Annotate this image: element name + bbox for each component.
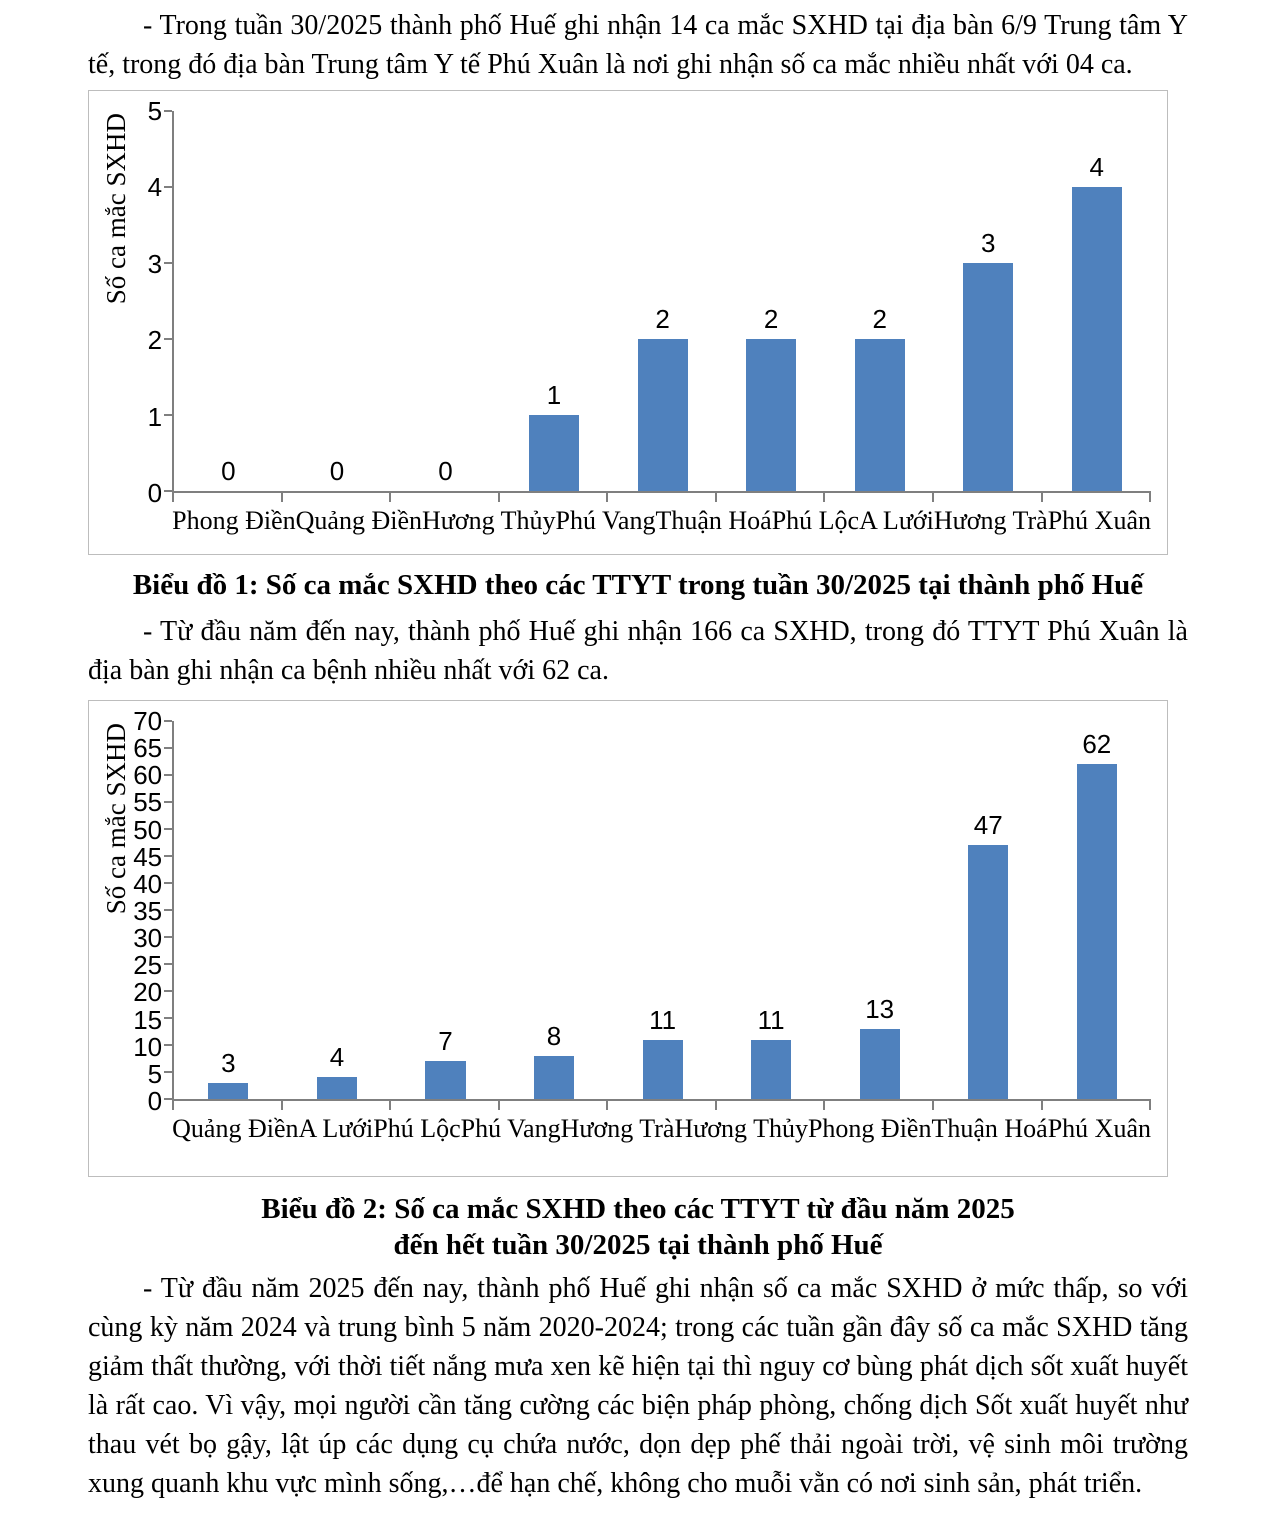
- chart-1-plot-area: [172, 111, 1151, 493]
- bar: [1077, 764, 1117, 1099]
- bar: [317, 1077, 357, 1099]
- bar-column: [283, 721, 392, 1099]
- category-label: Phú Vang: [555, 506, 656, 535]
- y-axis-tick-label: 65: [133, 733, 163, 764]
- bar-column: [934, 721, 1043, 1099]
- y-axis-tick-mark: [164, 882, 172, 884]
- bar-value-label: 3: [221, 1047, 236, 1078]
- y-axis-tick-mark: [164, 990, 172, 992]
- bar-column: [825, 111, 934, 491]
- chart-2-category-labels: [172, 1114, 1151, 1144]
- x-axis-tick: [174, 493, 283, 502]
- bar-value-label: 4: [1089, 152, 1104, 182]
- bar: [855, 339, 905, 491]
- y-axis-tick-label: 1: [147, 401, 163, 432]
- category-label: Phú Lộc: [373, 1114, 461, 1143]
- y-axis-tick-label: 55: [133, 787, 163, 818]
- bar-value-label: 8: [546, 1020, 562, 1051]
- category-label: Phong Điền: [172, 506, 296, 535]
- bar-value-label: 11: [757, 1004, 785, 1035]
- y-axis-tick-label: 50: [133, 814, 163, 845]
- category-label: Phú Xuân: [1047, 1114, 1151, 1143]
- y-axis-tick-mark: [164, 1044, 172, 1046]
- chart-2: [89, 701, 1167, 1144]
- x-axis-tick: [500, 493, 609, 502]
- category-label: Thuận Hoá: [655, 506, 772, 535]
- bar: [1072, 187, 1122, 491]
- chart-2-y-axis-title-column: [97, 721, 131, 1144]
- x-axis-tick: [391, 493, 500, 502]
- bar: [638, 339, 688, 491]
- bar-value-label: 3: [980, 228, 996, 258]
- bar-value-label: 47: [973, 810, 1003, 841]
- y-axis-tick-label: 3: [147, 248, 163, 279]
- bar-column: [717, 111, 826, 491]
- bar-value-label: 13: [865, 993, 895, 1024]
- x-axis-tick: [934, 493, 1043, 502]
- chart-2-x-axis-ticks: [172, 1101, 1151, 1110]
- bar-column: [391, 721, 500, 1099]
- bar-column: [1043, 721, 1152, 1099]
- bar-value-label: 4: [329, 1042, 345, 1073]
- x-axis-tick: [500, 1101, 609, 1110]
- category-label: Thuận Hoá: [931, 1114, 1048, 1143]
- chart-1-y-axis-title-column: [97, 111, 131, 536]
- chart-2-frame: [88, 700, 1168, 1177]
- bar-column: [717, 721, 826, 1099]
- y-axis-tick-label: 20: [133, 977, 163, 1008]
- category-label: Hương Trà: [560, 1114, 675, 1143]
- x-axis-tick: [825, 493, 934, 502]
- x-axis-tick: [174, 1101, 283, 1110]
- category-label: Hương Trà: [933, 506, 1048, 535]
- y-axis-tick-label: 15: [133, 1004, 163, 1035]
- chart-1: [89, 91, 1167, 536]
- chart-1-category-labels: [172, 506, 1151, 536]
- y-axis-tick-label: 35: [133, 896, 163, 926]
- x-axis-tick: [283, 1101, 392, 1110]
- bar-column: [174, 111, 283, 491]
- bar-column: [934, 111, 1043, 491]
- bar: [425, 1061, 465, 1099]
- chart-1-caption: Biểu đồ 1: Số ca mắc SXHD theo các TTYT trong tuần 30/2025 tại thành phố Huế: [132, 569, 1144, 601]
- x-axis-tick: [717, 493, 826, 502]
- bar: [746, 339, 796, 491]
- y-axis-tick-label: 5: [147, 1058, 163, 1089]
- bar-value-label: 2: [655, 304, 670, 334]
- paragraph-week-summary: - Trong tuần 30/2025 thành phố Huế ghi nhận 14 ca mắc SXHD tại địa bàn 6/9 Trung tâm Y tế, trong đó địa bàn Trung tâm Y tế Phú Xuân là nơi ghi nhận số ca mắc nhiều nhất với 04 ca.: [88, 10, 1188, 80]
- chart-2-y-axis-title: Số ca mắc SXHD: [101, 723, 131, 915]
- bar: [963, 263, 1013, 491]
- chart-2-plot-area: [172, 721, 1151, 1101]
- bar-column: [825, 721, 934, 1099]
- y-axis-tick-label: 5: [147, 96, 163, 126]
- y-axis-tick-label: 70: [133, 706, 163, 736]
- y-axis-tick-mark: [164, 1098, 172, 1100]
- category-label: Phú Xuân: [1047, 506, 1151, 535]
- x-axis-tick: [608, 493, 717, 502]
- y-axis-tick-mark: [164, 936, 172, 938]
- category-label: Hương Thủy: [674, 1114, 808, 1143]
- y-axis-tick-mark: [164, 186, 172, 188]
- y-axis-tick-mark: [164, 774, 172, 776]
- bar-column: [1043, 111, 1152, 491]
- bar: [860, 1029, 900, 1099]
- y-axis-tick-mark: [164, 262, 172, 264]
- y-axis-tick-label: 10: [133, 1031, 163, 1062]
- y-axis-tick-mark: [164, 720, 172, 722]
- y-axis-tick-mark: [164, 338, 172, 340]
- x-axis-tick: [1043, 1101, 1152, 1110]
- bar-value-label: 2: [872, 304, 887, 334]
- y-axis-tick-mark: [164, 414, 172, 416]
- chart-1-y-axis-title: Số ca mắc SXHD: [101, 113, 131, 305]
- bar-column: [174, 721, 283, 1099]
- x-axis-tick: [717, 1101, 826, 1110]
- chart-1-frame: [88, 90, 1168, 555]
- x-axis-tick: [391, 1101, 500, 1110]
- bar-value-label: 1: [546, 380, 562, 410]
- bar-column: [608, 721, 717, 1099]
- y-axis-tick-mark: [164, 909, 172, 911]
- bar: [751, 1040, 791, 1099]
- y-axis-tick-mark: [164, 490, 172, 492]
- y-axis-tick-mark: [164, 855, 172, 857]
- bar-column: [608, 111, 717, 491]
- x-axis-tick: [934, 1101, 1043, 1110]
- y-axis-tick-mark: [164, 1071, 172, 1073]
- category-label: Quảng Điền: [295, 506, 422, 535]
- chart-2-plot-column: [172, 721, 1151, 1144]
- category-label: Hương Thủy: [421, 506, 556, 535]
- bar-value-label: 0: [221, 456, 236, 486]
- bar: [643, 1040, 683, 1099]
- chart-2-caption-line-1: Biểu đồ 2: Số ca mắc SXHD theo các TTYT từ đầu năm 2025: [261, 1193, 1015, 1225]
- y-axis-tick-mark: [164, 963, 172, 965]
- category-label: Phú Vang: [460, 1114, 561, 1143]
- y-axis-tick-mark: [164, 801, 172, 803]
- y-axis-tick-label: 30: [133, 923, 163, 954]
- x-axis-tick: [825, 1101, 934, 1110]
- y-axis-tick-label: 45: [133, 841, 163, 872]
- y-axis-tick-mark: [164, 747, 172, 749]
- x-axis-tick: [608, 1101, 717, 1110]
- bar-value-label: 11: [649, 1004, 677, 1035]
- bar-value-label: 0: [438, 456, 453, 486]
- chart-2-caption-line-2: đến hết tuần 30/2025 tại thành phố Huế: [393, 1229, 883, 1261]
- y-axis-tick-label: 0: [147, 478, 163, 508]
- category-label: Phong Điền: [807, 1114, 932, 1143]
- y-axis-tick-mark: [164, 828, 172, 830]
- bar-value-label: 2: [763, 304, 779, 334]
- chart-1-y-axis-tick-labels: [131, 96, 173, 508]
- bar-column: [500, 721, 609, 1099]
- bar-value-label: 62: [1082, 729, 1112, 760]
- y-axis-tick-label: 2: [147, 325, 163, 356]
- chart-1-x-axis-ticks: [172, 493, 1151, 502]
- bar: [534, 1056, 574, 1099]
- paragraph-risk-advice: - Từ đầu năm 2025 đến nay, thành phố Huế ghi nhận số ca mắc SXHD ở mức thấp, so với cùng kỳ năm 2024 và trung bình 5 năm 2020-2024; trong các tuần gần đây số ca mắc SXHD tăng giảm thất thường, với thời tiết nắng mưa xen kẽ hiện tại thì nguy cơ bùng phát dịch sốt xuất huyết là rất cao. Vì vậy, mọi người cần tăng cường các biện pháp phòng, chống dịch Sốt xuất huyết như thau vét bọ gậy, lật úp các dụng cụ chứa nước, dọn dẹp phế thải ngoài trời, vệ sinh môi trường xung quanh khu vực mình sống,…để hạn chế, không cho muỗi vằn có nơi sinh sản, phát triển.: [88, 1273, 1188, 1499]
- y-axis-tick-label: 25: [133, 950, 163, 981]
- bar: [529, 415, 579, 491]
- x-axis-tick: [1043, 493, 1152, 502]
- y-axis-tick-mark: [164, 110, 172, 112]
- y-axis-tick-label: 60: [133, 760, 163, 791]
- bar-column: [391, 111, 500, 491]
- bar-value-label: 0: [329, 456, 345, 486]
- bar: [968, 845, 1008, 1099]
- bar-column: [283, 111, 392, 491]
- y-axis-tick-label: 40: [133, 868, 163, 899]
- category-label: Quảng Điền: [172, 1114, 299, 1143]
- bar-value-label: 7: [438, 1026, 453, 1057]
- y-axis-tick-label: 4: [147, 172, 163, 203]
- bar: [208, 1083, 248, 1099]
- bar-column: [500, 111, 609, 491]
- x-axis-tick: [283, 493, 392, 502]
- chart-1-plot-column: [172, 111, 1151, 536]
- y-axis-tick-label: 0: [147, 1086, 163, 1116]
- category-label: A Lưới: [298, 1114, 374, 1143]
- paragraph-ytd-summary: - Từ đầu năm đến nay, thành phố Huế ghi nhận 166 ca SXHD, trong đó TTYT Phú Xuân là địa bàn ghi nhận ca bệnh nhiều nhất với 62 ca.: [88, 616, 1188, 686]
- y-axis-tick-mark: [164, 1017, 172, 1019]
- category-label: A Lưới: [859, 506, 934, 535]
- category-label: Phú Lộc: [771, 506, 860, 535]
